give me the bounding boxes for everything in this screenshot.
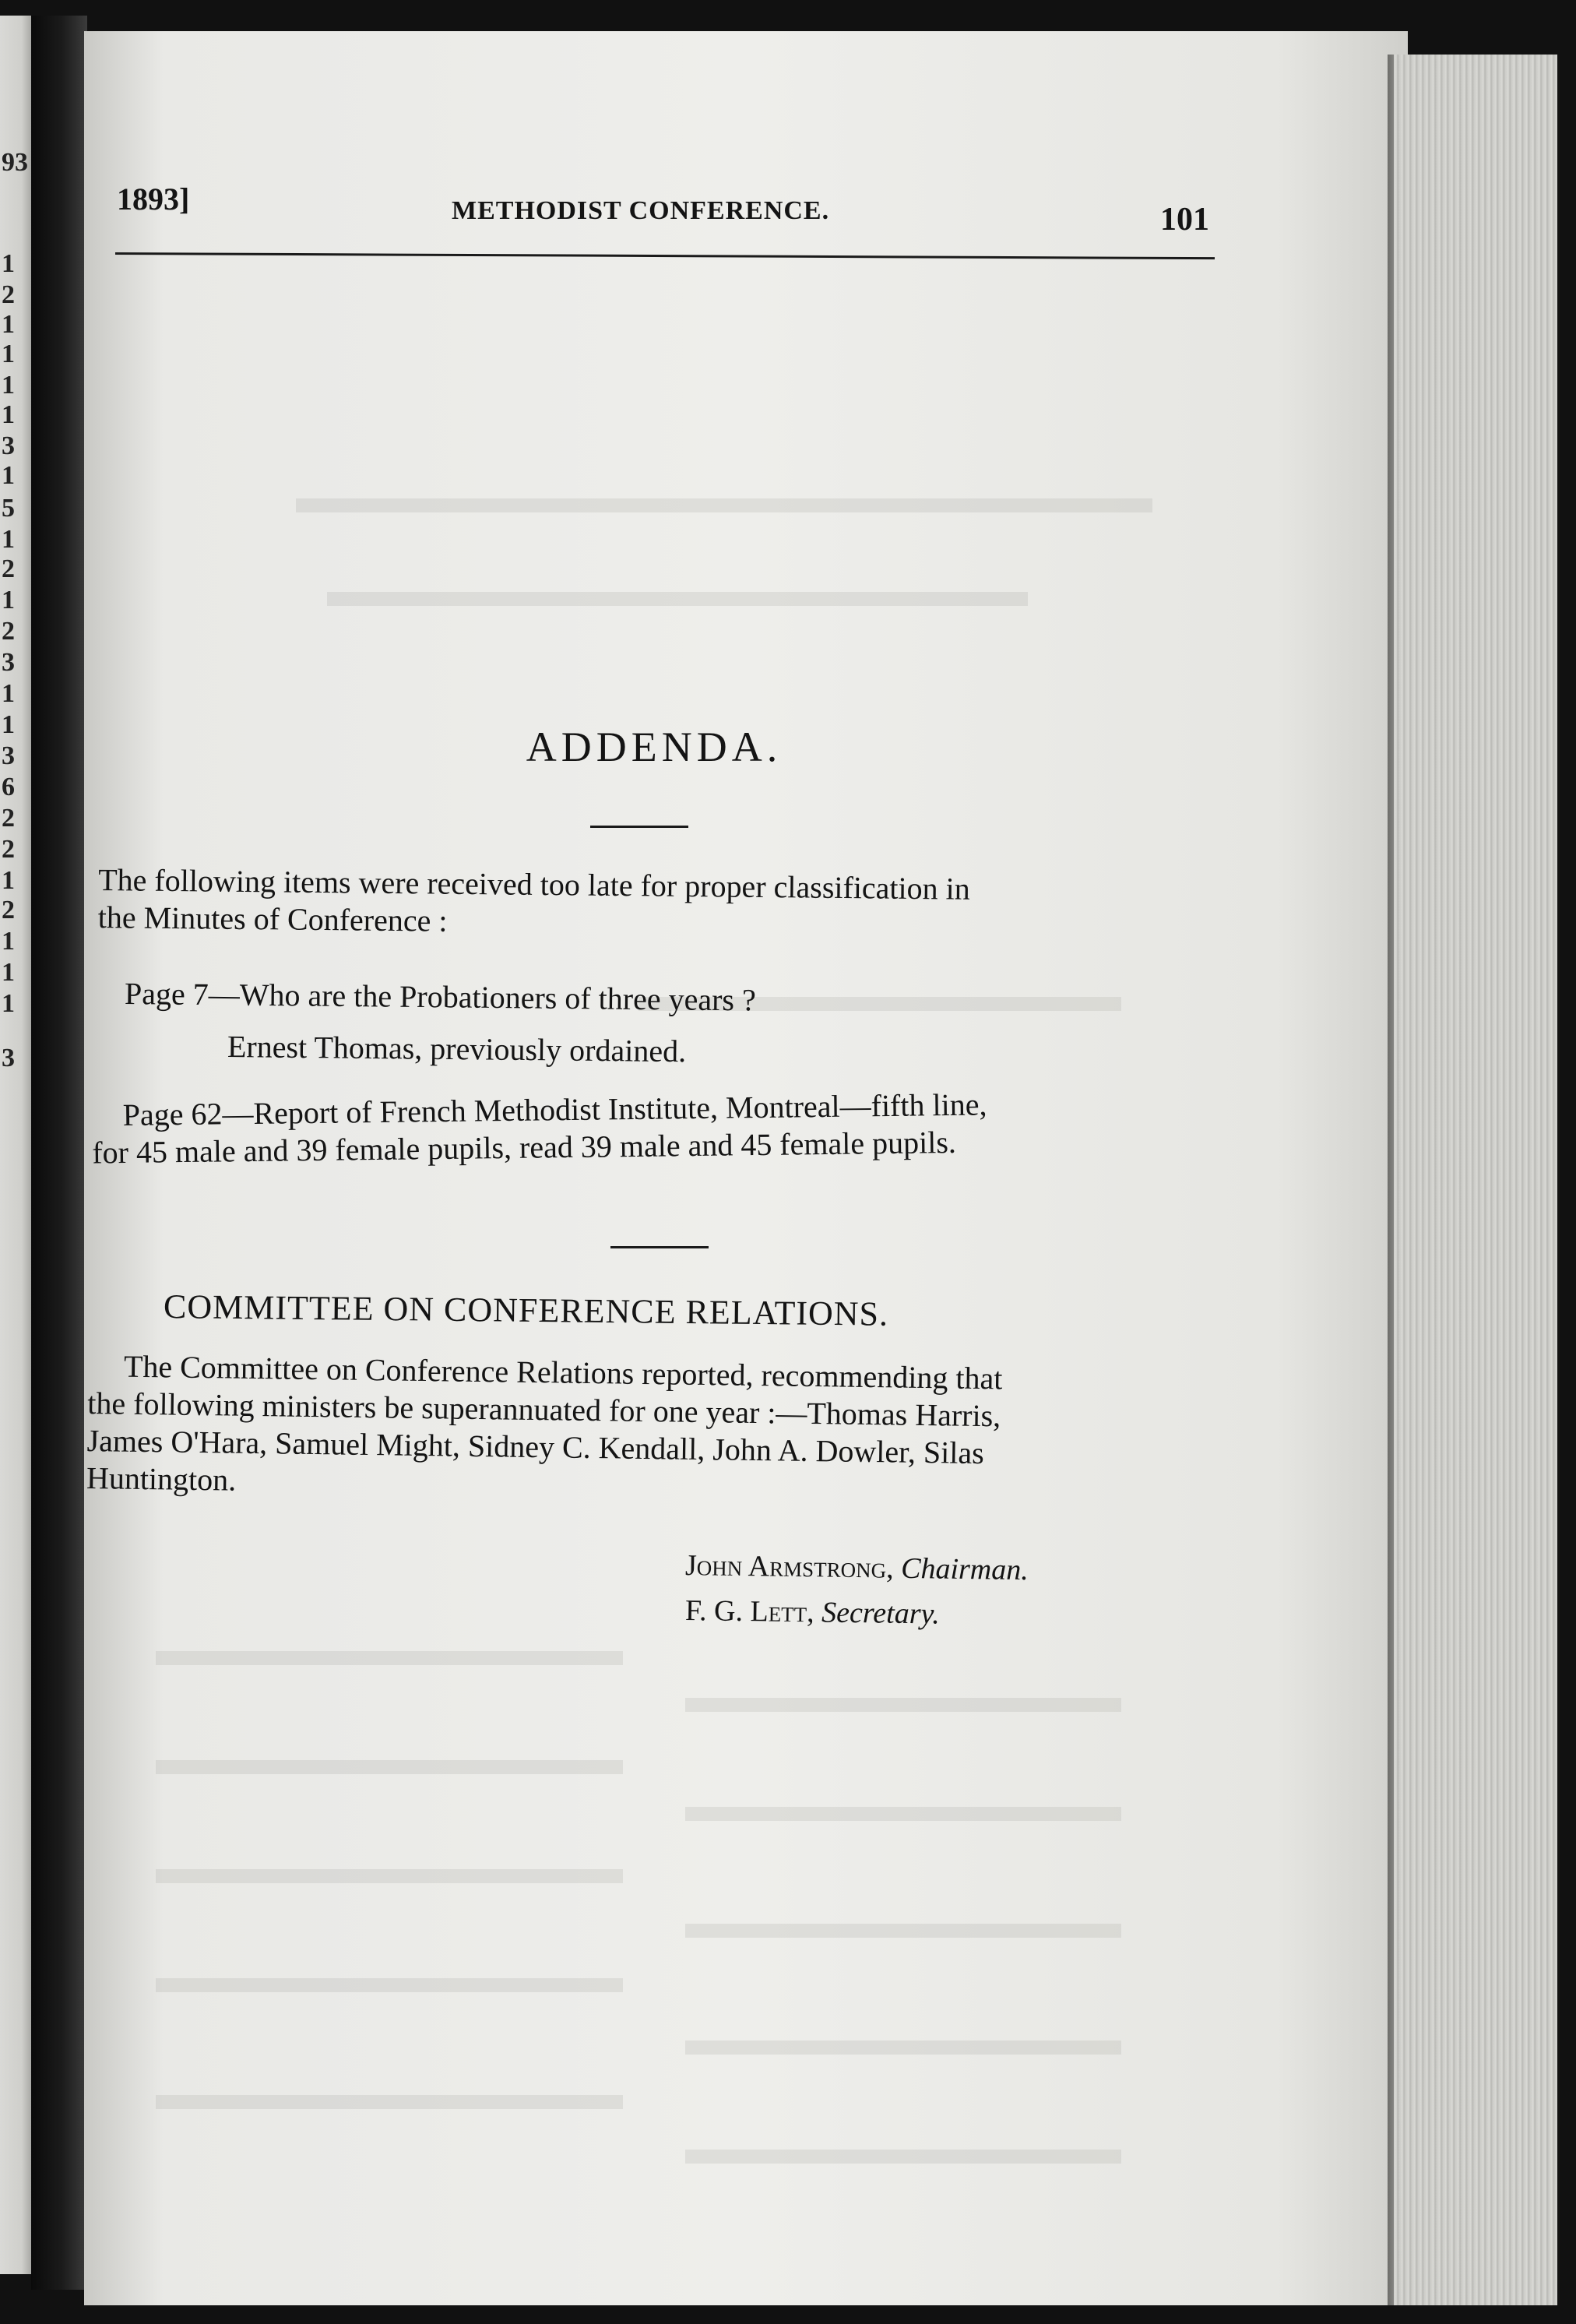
left-page-number: 1 (2, 371, 15, 400)
bleed-through-line (156, 1760, 623, 1774)
left-page-number: 1 (2, 586, 15, 614)
header-year: 1893] (117, 181, 190, 217)
addenda-intro-line: The following items were received too late for proper classification in (98, 862, 971, 907)
bleed-through-line (685, 2150, 1121, 2164)
book-gutter (31, 16, 87, 2290)
bleed-through-line (685, 1698, 1121, 1712)
addenda-intro (97, 861, 1212, 948)
bleed-through-line (685, 1807, 1121, 1821)
left-page-number: 1 (2, 249, 15, 278)
chairman-name: John Armstrong, (684, 1549, 894, 1585)
bleed-through-line (156, 1869, 623, 1883)
bleed-through-line (296, 498, 1152, 512)
left-page-number: 1 (2, 866, 15, 895)
left-page-number: 2 (2, 835, 15, 864)
bleed-through-line (685, 2041, 1121, 2055)
secretary-name: F. G. Lett, (684, 1594, 815, 1629)
addenda-item-2 (92, 1086, 987, 1171)
committee-report-line: Huntington. (86, 1460, 237, 1498)
left-page-number: 2 (2, 617, 15, 646)
bleed-through-line (685, 1924, 1121, 1938)
left-page-number: 1 (2, 400, 15, 429)
bleed-through-line (156, 2095, 623, 2109)
secretary-role: Secretary. (821, 1596, 941, 1631)
bleed-through-line (156, 1651, 623, 1665)
left-page-number: 3 (2, 741, 15, 770)
left-page-number: 1 (2, 340, 15, 368)
addenda-item-1-answer: Ernest Thomas, previously ordained. (227, 1029, 687, 1069)
left-page-number: 1 (2, 989, 15, 1018)
left-page-number: 3 (2, 1044, 15, 1072)
page-edges (1394, 55, 1557, 2305)
left-page-number: 1 (2, 525, 15, 554)
addenda-heading: ADDENDA. (526, 724, 783, 770)
committee-heading: COMMITTEE ON CONFERENCE RELATIONS. (163, 1287, 889, 1333)
chairman-signature (685, 1548, 1029, 1587)
left-page-number: 3 (2, 431, 15, 460)
committee-report (86, 1347, 1003, 1509)
header-title: METHODIST CONFERENCE. (452, 196, 830, 225)
left-page-number: 2 (2, 280, 15, 309)
committee-report-line: The Committee on Conference Relations reported, recommending that (123, 1348, 1003, 1396)
left-page-number: 3 (2, 648, 15, 677)
page-number: 101 (1160, 202, 1209, 238)
chairman-role: Chairman. (900, 1551, 1029, 1587)
left-page-number: 1 (2, 927, 15, 956)
section-divider (590, 826, 688, 828)
addenda-item-2-line: Page 62—Report of French Methodist Institute, Montreal—fifth line, (122, 1086, 987, 1133)
addenda-item-1-question: Page 7—Who are the Probationers of three years ? (124, 976, 757, 1018)
committee-report-line: James O'Hara, Samuel Might, Sidney C. Kendall, John A. Dowler, Silas (86, 1422, 985, 1471)
left-page-number: 2 (2, 555, 15, 583)
bleed-through-line (327, 592, 1028, 606)
left-page-number: 2 (2, 804, 15, 833)
section-divider (610, 1246, 709, 1248)
secretary-signature (685, 1593, 940, 1632)
left-facing-page (0, 16, 31, 2274)
left-page-number: 1 (2, 310, 15, 339)
left-page-number: 2 (2, 896, 15, 924)
addenda-intro-line: the Minutes of Conference : (97, 900, 448, 938)
left-page-number: 1 (2, 710, 15, 739)
left-page-number: 5 (2, 494, 15, 523)
left-page-number: 93 (2, 148, 28, 177)
addenda-item-2-line: for 45 male and 39 female pupils, read 39 male and 45 female pupils. (92, 1124, 957, 1171)
left-page-number: 1 (2, 958, 15, 987)
committee-report-line: the following ministers be superannuated for one year :—Thomas Harris, (87, 1386, 1001, 1434)
bleed-through-line (156, 1978, 623, 1992)
left-page-number: 6 (2, 773, 15, 801)
left-page-number: 1 (2, 679, 15, 708)
left-page-number: 1 (2, 461, 15, 490)
